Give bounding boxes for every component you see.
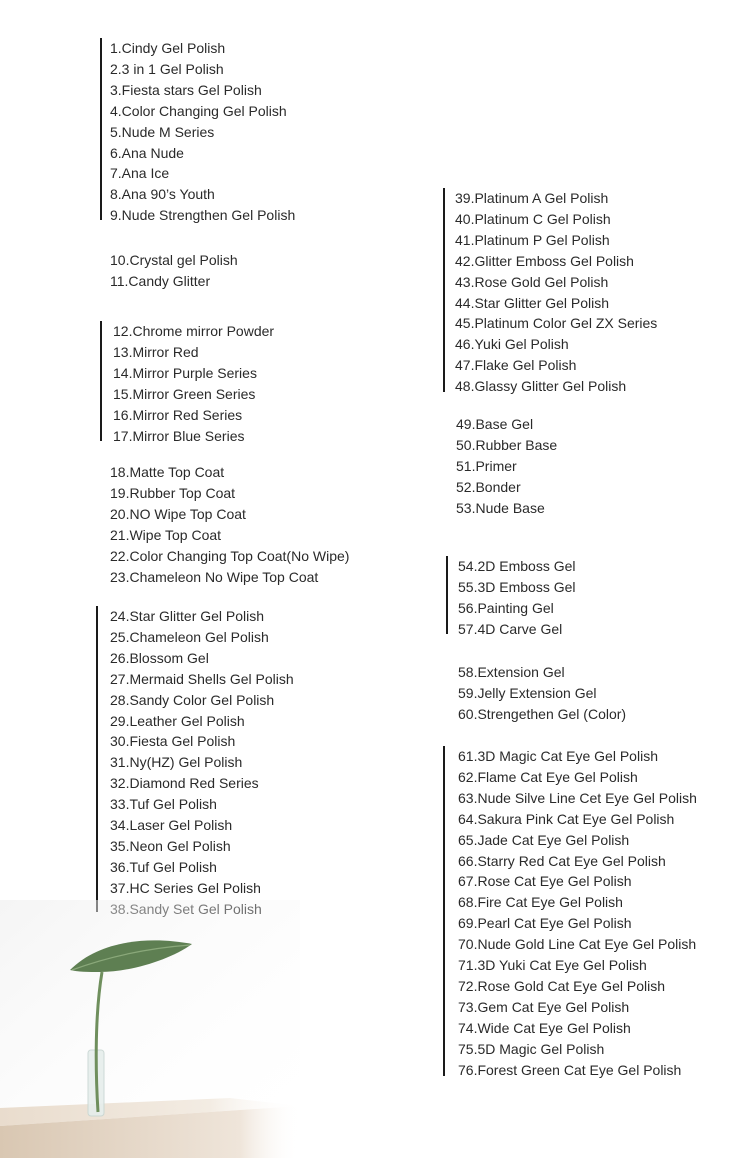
list-item: 43.Rose Gold Gel Polish xyxy=(455,273,609,290)
list-item: 3.Fiesta stars Gel Polish xyxy=(110,81,262,98)
list-item: 8.Ana 90’s Youth xyxy=(110,186,215,203)
list-item: 7.Ana Ice xyxy=(110,165,170,182)
group-9 xyxy=(458,662,626,725)
list-item: 40.Platinum C Gel Polish xyxy=(455,210,611,227)
list-item: 21.Wipe Top Coat xyxy=(110,526,222,543)
list-item: 67.Rose Cat Eye Gel Polish xyxy=(458,873,632,890)
list-item: 44.Star Glitter Gel Polish xyxy=(455,294,610,311)
list-item: 4.Color Changing Gel Polish xyxy=(110,102,287,119)
list-item: 19.Rubber Top Coat xyxy=(110,484,236,501)
list-item: 31.Ny(HZ) Gel Polish xyxy=(110,754,243,771)
list-item: 6.Ana Nude xyxy=(110,144,184,161)
list-item: 59.Jelly Extension Gel xyxy=(458,684,597,701)
list-item: 49.Base Gel xyxy=(456,416,534,432)
list-item: 51.Primer xyxy=(456,457,517,474)
list-item: 66.Starry Red Cat Eye Gel Polish xyxy=(458,852,666,869)
list-item: 20.NO Wipe Top Coat xyxy=(110,505,246,522)
list-item: 52.Bonder xyxy=(456,478,521,495)
list-item: 10.Crystal gel Polish xyxy=(110,252,238,268)
list-item: 48.Glassy Glitter Gel Polish xyxy=(455,378,627,395)
list-item: 16.Mirror Red Series xyxy=(113,406,243,423)
list-item: 25.Chameleon Gel Polish xyxy=(110,628,269,645)
list-item: 2.3 in 1 Gel Polish xyxy=(110,60,224,77)
group-4 xyxy=(110,462,349,587)
list-item: 76.Forest Green Cat Eye Gel Polish xyxy=(458,1061,682,1078)
list-item: 24.Star Glitter Gel Polish xyxy=(110,608,265,624)
list-item: 45.Platinum Color Gel ZX Series xyxy=(455,315,658,332)
list-item: 64.Sakura Pink Cat Eye Gel Polish xyxy=(458,810,675,827)
group-10 xyxy=(443,746,697,1076)
list-item: 15.Mirror Green Series xyxy=(113,385,256,402)
list-item: 34.Laser Gel Polish xyxy=(110,817,233,834)
list-item: 17.Mirror Blue Series xyxy=(113,427,245,444)
list-item: 33.Tuf Gel Polish xyxy=(110,796,217,813)
group-5 xyxy=(96,606,294,912)
list-item: 37.HC Series Gel Polish xyxy=(110,879,261,896)
list-item: 26.Blossom Gel xyxy=(110,649,209,666)
list-item: 56.Painting Gel xyxy=(458,599,554,616)
group-8 xyxy=(446,556,576,637)
list-item: 74.Wide Cat Eye Gel Polish xyxy=(458,1019,631,1036)
list-item: 65.Jade Cat Eye Gel Polish xyxy=(458,831,630,848)
list-item: 23.Chameleon No Wipe Top Coat xyxy=(110,568,319,585)
list-item: 9.Nude Strengthen Gel Polish xyxy=(110,207,296,224)
list-item: 28.Sandy Color Gel Polish xyxy=(110,691,275,708)
list-item: 27.Mermaid Shells Gel Polish xyxy=(110,670,294,687)
list-item: 53.Nude Base xyxy=(456,499,545,516)
list-item: 70.Nude Gold Line Cat Eye Gel Polish xyxy=(458,936,697,953)
list-item: 69.Pearl Cat Eye Gel Polish xyxy=(458,915,632,932)
list-item: 61.3D Magic Cat Eye Gel Polish xyxy=(458,748,658,764)
list-item: 22.Color Changing Top Coat(No Wipe) xyxy=(110,547,350,564)
list-item: 35.Neon Gel Polish xyxy=(110,837,231,854)
list-item: 5.Nude M Series xyxy=(110,123,215,140)
plant-in-vase-image xyxy=(0,900,300,1158)
list-item: 12.Chrome mirror Powder xyxy=(113,323,275,339)
list-item: 54.2D Emboss Gel xyxy=(458,558,576,574)
list-item: 41.Platinum P Gel Polish xyxy=(455,231,610,248)
list-item: 30.Fiesta Gel Polish xyxy=(110,733,236,750)
list-item: 73.Gem Cat Eye Gel Polish xyxy=(458,998,630,1015)
list-item: 14.Mirror Purple Series xyxy=(113,364,257,381)
list-item: 55.3D Emboss Gel xyxy=(458,578,576,595)
list-item: 58.Extension Gel xyxy=(458,664,565,680)
list-item: 63.Nude Silve Line Cet Eye Gel Polish xyxy=(458,789,697,806)
list-item: 60.Strengethen Gel (Color) xyxy=(458,705,627,722)
list-item: 71.3D Yuki Cat Eye Gel Polish xyxy=(458,957,647,974)
group-7 xyxy=(456,414,557,519)
list-item: 62.Flame Cat Eye Gel Polish xyxy=(458,768,638,785)
list-item: 32.Diamond Red Series xyxy=(110,775,259,792)
list-item: 68.Fire Cat Eye Gel Polish xyxy=(458,894,623,911)
group-6 xyxy=(443,188,658,395)
list-item: 18.Matte Top Coat xyxy=(110,464,225,480)
group-1 xyxy=(100,38,296,224)
list-item: 46.Yuki Gel Polish xyxy=(455,336,569,353)
list-item: 29.Leather Gel Polish xyxy=(110,712,245,729)
group-3 xyxy=(100,321,275,444)
list-item: 36.Tuf Gel Polish xyxy=(110,858,217,875)
list-item: 47.Flake Gel Polish xyxy=(455,357,577,374)
group-2 xyxy=(110,250,238,292)
list-item: 57.4D Carve Gel xyxy=(458,620,563,637)
list-item: 75.5D Magic Gel Polish xyxy=(458,1040,605,1057)
list-item: 50.Rubber Base xyxy=(456,436,558,453)
list-item: 72.Rose Gold Cat Eye Gel Polish xyxy=(458,977,665,994)
list-item: 11.Candy Glitter xyxy=(110,272,211,289)
list-item: 1.Cindy Gel Polish xyxy=(110,40,226,56)
list-item: 42.Glitter Emboss Gel Polish xyxy=(455,252,634,269)
list-item: 13.Mirror Red xyxy=(113,343,199,360)
list-item: 39.Platinum A Gel Polish xyxy=(455,190,609,206)
